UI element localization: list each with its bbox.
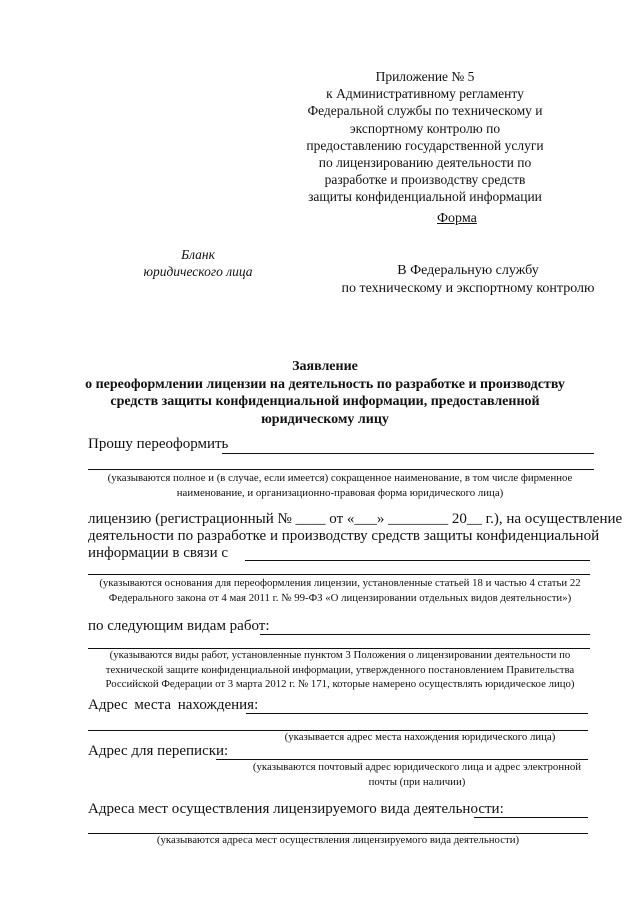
forma-label: Форма: [437, 211, 477, 226]
note-line: (указываются почтовый адрес юридического лица и адрес электронной: [252, 761, 582, 773]
legal-entity-name-field[interactable]: [222, 453, 594, 454]
note-line: технической защите конфиденциальной информации, утвержденного постановлением Правительства: [105, 663, 575, 676]
annex-header: [300, 68, 550, 206]
title-line-3: средств защиты конфиденциальной информации, предоставленной: [110, 394, 540, 409]
correspondence-note: [244, 760, 590, 789]
document-title: [75, 358, 575, 428]
letterhead-placeholder: [118, 246, 278, 280]
reasons-field[interactable]: [245, 560, 590, 561]
note-line: Российской Федерации от 3 марта 2012 г. № 171, которые намерено осуществлять юридическое лицо): [105, 678, 575, 690]
note-line: почты (при наличии): [368, 775, 466, 788]
legal-entity-name-field-2[interactable]: [88, 469, 594, 470]
title-line-2: о переоформлении лицензии на деятельность по разработке и производству: [85, 376, 565, 392]
addressee-line-1: В Федеральную службу: [397, 263, 539, 278]
addressee: [318, 262, 618, 298]
legal-entity-name-note: [60, 471, 620, 500]
annex-line: Приложение № 5: [375, 69, 475, 84]
address-field[interactable]: [246, 713, 588, 714]
blank-line-2: юридического лица: [143, 264, 253, 279]
annex-line: защиты конфиденциальной информации: [308, 189, 542, 205]
activity-places-label: Адреса мест осуществления лицензируемого вида деятельности:: [88, 801, 504, 817]
note-line: (указываются виды работ, установленные пунктом 3 Положения о лицензировании деятельности по: [109, 649, 571, 661]
annex-line: разработке и производству средств: [324, 172, 526, 188]
prosu-label: Прошу переоформить: [88, 436, 229, 452]
correspondence-label: Адрес для переписки:: [88, 743, 229, 759]
reasons-field-2[interactable]: [88, 574, 590, 575]
license-line-2: деятельности по разработке и производству средств защиты конфиденциальной: [88, 528, 600, 544]
license-line-3: информации в связи с: [88, 545, 229, 561]
annex-line: по лицензированию деятельности по: [318, 155, 532, 171]
works-label: по следующим видам работ:: [88, 618, 270, 634]
license-line-1: лицензию (регистрационный № ____ от «___» ________ 20__ г.), на осуществление: [88, 511, 623, 527]
annex-line: Федеральной службы по техническому и: [307, 103, 543, 119]
annex-line: к Административному регламенту: [326, 86, 524, 102]
address-label: Адрес места нахождения:: [88, 697, 259, 713]
title-line-1: Заявление: [292, 359, 358, 374]
address-note: (указывается адрес места нахождения юридического лица): [284, 731, 556, 743]
note-line: (указываются основания для переоформления лицензии, установленные статьей 18 и частью 4 статьи 22: [99, 577, 581, 589]
works-note: [60, 648, 620, 692]
reasons-note: [60, 576, 620, 605]
note-line: (указываются полное и (в случае, если имеется) сокращенное наименование, в том числе фирменное: [107, 472, 573, 484]
note-line: Федерального закона от 4 мая 2011 г. № 99-ФЗ «О лицензировании отдельных видов деятельности»): [108, 591, 572, 604]
note-line: наименование, и организационно-правовая форма юридического лица): [176, 486, 504, 499]
annex-line: предоставлению государственной услуги: [306, 137, 544, 153]
annex-line: экспортному контролю по: [349, 120, 501, 136]
blank-line-1: Бланк: [181, 247, 215, 262]
activity-places-note: (указываются адреса мест осуществления лицензируемого вида деятельности): [156, 834, 520, 846]
works-field[interactable]: [260, 634, 590, 635]
activity-places-field[interactable]: [474, 817, 588, 818]
addressee-line-2: по техническому и экспортному контролю: [341, 281, 595, 296]
title-line-4: юридическому лицу: [261, 411, 389, 427]
